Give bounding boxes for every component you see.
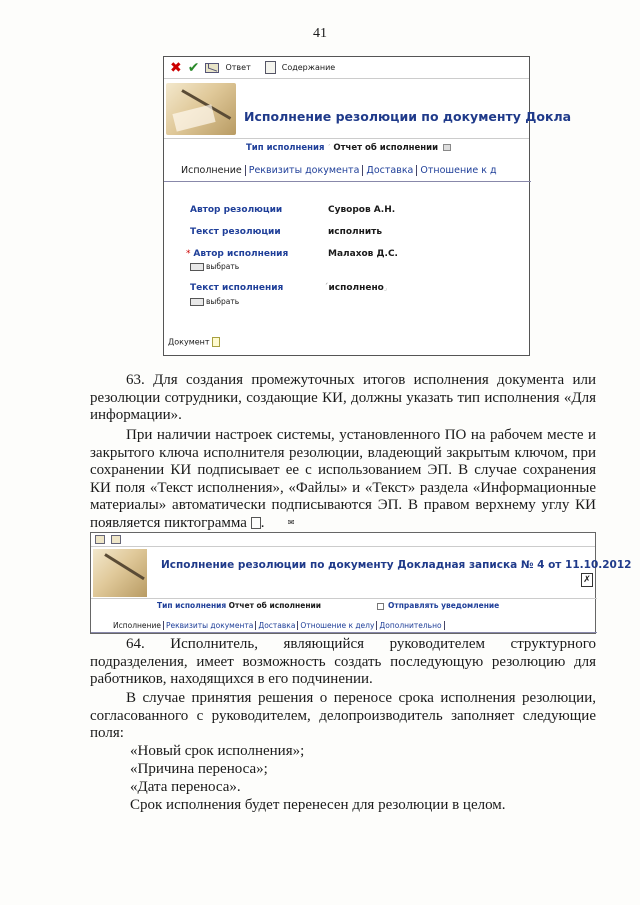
paragraph-64: 64. Исполнитель, являющийся руководителем структурного подразделения, имеет возможность создать последующую резолюцию для работников, находящихся в его подчинении. [90,636,596,687]
cancel-icon[interactable]: ✖ [170,59,182,76]
select-box-icon [190,263,204,271]
page-title: Исполнение резолюции по документу Докла [244,109,572,124]
reply-envelope-icon[interactable] [205,63,219,73]
reply-button[interactable]: Ответ [225,63,251,72]
resolution-signed-screenshot [90,532,632,634]
tab-document-details[interactable]: Реквизиты документа [246,165,364,176]
contents-doc-icon[interactable] [265,61,276,74]
edit-mark-icon: ˊ [327,144,331,152]
tab-divider [164,181,531,182]
toolbar-2 [91,533,595,547]
tab-bar [178,165,500,176]
checkbox-icon[interactable] [377,603,384,610]
signature-pictogram-icon: ✉ [251,517,261,529]
tab-delivery[interactable]: Доставка [363,165,417,176]
tab-bar-2 [111,621,445,630]
document-footer: Документ [168,337,220,347]
toolbar [164,57,529,79]
tab-relation[interactable]: Отношение к д [420,165,497,176]
execution-type-label: Тип исполнения [246,143,325,153]
tab-document-details-2[interactable]: Реквизиты документа [164,621,256,630]
paragraph-63: 63. Для создания промежуточных итогов исполнения документа или резолюции сотрудники, создающие КИ, должны указать тип исполнения «Для информации». [90,372,596,423]
execution-type-row [246,143,451,153]
paragraph-final: Срок исполнения будет перенесен для резолюции в целом. [130,797,506,813]
select-text-button[interactable]: выбрать [190,297,239,306]
contents-button[interactable]: Содержание [281,63,336,72]
exec-author-label: * Автор исполнения [186,249,289,259]
select-box-icon [190,298,204,306]
paragraph-transfer: В случае принятия решения о переносе срока исполнения резолюции, согласованного с руководителем, делопроизводитель заполняет следующие поля: [90,690,596,741]
resolution-text-value: исполнить [328,227,383,237]
list-item-new-term: «Новый срок исполнения»; [130,743,305,759]
save-check-icon[interactable]: ✔ [187,59,200,76]
resolution-text-label: Текст резолюции [190,227,281,237]
tab-execution[interactable]: Исполнение [178,165,246,176]
header-banner-2 [91,547,632,599]
header-banner [164,79,572,139]
page-number: 41 [313,26,327,41]
attach-icon[interactable] [95,535,105,544]
execution-type-row-2: Тип исполнения Отчет об исполнении [157,601,322,610]
list-item-reason: «Причина переноса»; [130,761,268,777]
resolution-execution-screenshot [163,56,572,356]
author-value: Суворов А.Н. [328,205,396,215]
execution-type-select[interactable]: Отчет об исполнении [333,143,439,153]
chevron-down-icon[interactable] [443,144,451,151]
tab-additional-2[interactable]: Дополнительно [377,621,444,630]
page-title-2: Исполнение резолюции по документу Докладная записка № 4 от 11.10.2012 [161,559,632,571]
list-item-date: «Дата переноса». [130,779,241,795]
exec-text-value[interactable]: ˊисполнено⌟ [324,283,388,293]
select-author-button[interactable]: выбрать [190,262,239,271]
quill-pen-icon [93,549,147,597]
tab-execution-2[interactable]: Исполнение [111,621,164,630]
tab-divider-2 [91,632,597,633]
author-label: Автор резолюции [190,205,283,215]
send-notification-checkbox[interactable]: Отправлять уведомление [377,601,499,610]
tab-relation-2[interactable]: Отношение к делу [298,621,377,630]
exec-text-label: Текст исполнения [190,283,284,293]
tab-delivery-2[interactable]: Доставка [256,621,298,630]
paragraph-signature: При наличии настроек системы, установленного ПО на рабочем месте и закрытого ключа исполнителя резолюции, владеющий закрытым ключом, при сохранении КИ подписывает ее с использованием ЭП. В случае сохранения КИ поля «Текст исполнения», «Файлы» и «Текст» раздела «Информационные материалы» автоматически подписываются ЭП. В правом верхнему углу КИ появляется пиктограмма ✉. [90,427,596,531]
document-icon[interactable] [212,337,220,347]
quill-pen-icon [166,83,236,135]
exec-author-value: Малахов Д.С. [328,249,398,259]
signature-flag-icon: ✗ [581,573,593,587]
edit-icon[interactable] [111,535,121,544]
